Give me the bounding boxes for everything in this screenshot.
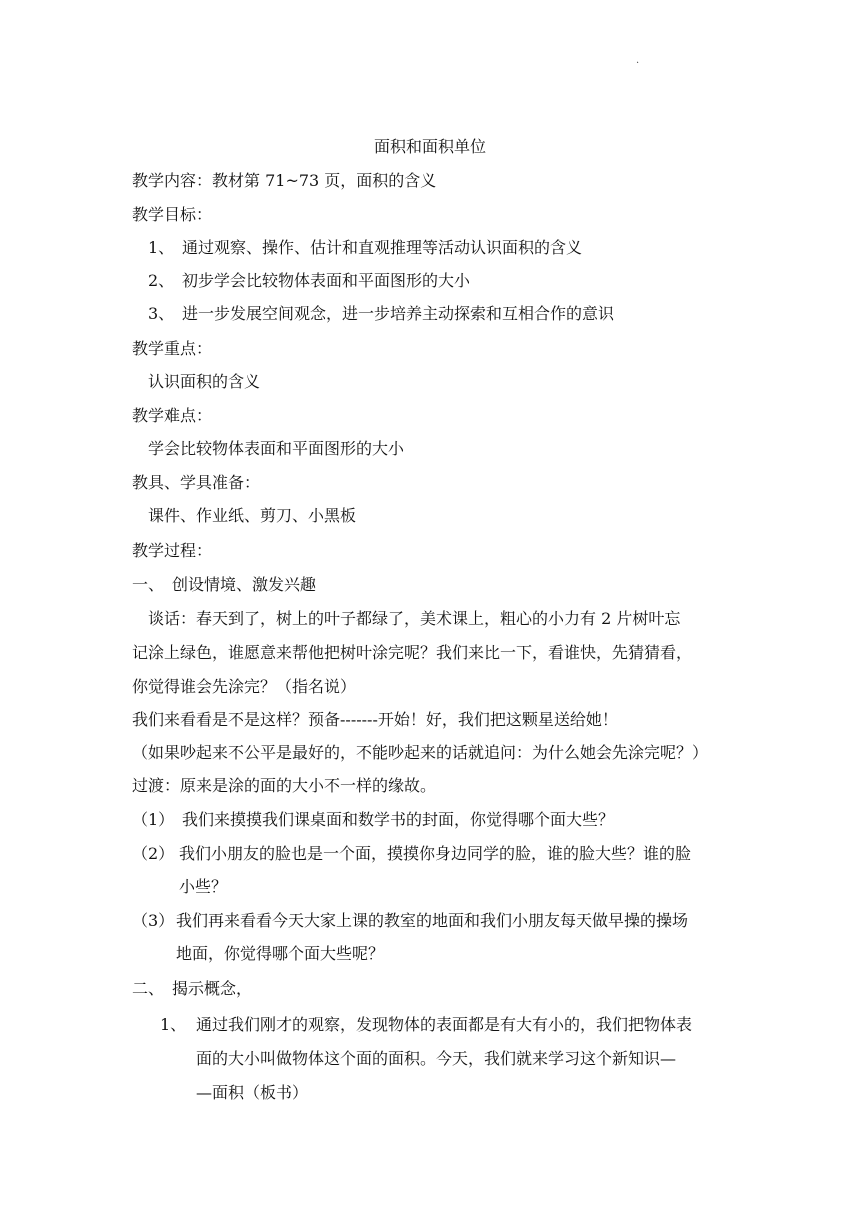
concept-item: [160, 1014, 692, 1036]
process-heading: 教学过程：: [132, 541, 213, 560]
section-number: 二、: [132, 979, 165, 998]
section-title: 创设情境、激发兴趣: [172, 575, 317, 594]
section-two-heading: [132, 978, 252, 1000]
tools-text: 课件、作业纸、剪刀、小黑板: [148, 506, 357, 525]
goal-number: 1、: [148, 238, 175, 257]
question-number: （3）: [132, 911, 175, 930]
tools-heading: 教具、学具准备：: [132, 473, 261, 492]
concept-text-continued: —面积（板书）: [196, 1083, 309, 1102]
focus-heading: 教学重点：: [132, 339, 213, 358]
concept-text: 通过我们刚才的观察，发现物体的表面都是有大有小的，我们把物体表: [196, 1015, 693, 1034]
goal-item: [148, 303, 614, 325]
question-text: 我们再来看看今天大家上课的教室的地面和我们小朋友每天做早操的操场: [176, 911, 689, 930]
question-item: [132, 843, 691, 865]
difficulty-text: 学会比较物体表面和平面图形的大小: [148, 439, 405, 458]
talk-line: 你觉得谁会先涂完？（指名说）: [132, 677, 357, 696]
goal-text: 初步学会比较物体表面和平面图形的大小: [182, 271, 471, 290]
teaching-content-line: 教学内容：教材第 71~73 页，面积的含义: [132, 171, 437, 190]
question-number: （1）: [132, 810, 175, 829]
goal-number: 2、: [148, 271, 175, 290]
talk-line: （如果吵起来不公平是最好的，不能吵起来的话就追问：为什么她会先涂完呢？）: [132, 743, 709, 762]
question-number: （2）: [132, 844, 175, 863]
section-number: 一、: [132, 575, 165, 594]
goal-text: 通过观察、操作、估计和直观推理等活动认识面积的含义: [182, 238, 583, 257]
goal-text: 进一步发展空间观念，进一步培养主动探索和互相合作的意识: [182, 304, 615, 323]
talk-line: 谈话：春天到了，树上的叶子都绿了，美术课上，粗心的小力有 2 片树叶忘: [148, 609, 681, 628]
question-item: [132, 910, 688, 932]
goals-heading: 教学目标：: [132, 205, 213, 224]
corner-mark: ·: [636, 58, 640, 69]
talk-line: 我们来看看是不是这样？预备-------开始！好，我们把这颗星送给她！: [132, 710, 618, 729]
talk-line: 记涂上绿色，谁愿意来帮他把树叶涂完呢？我们来比一下，看谁快，先猜猜看，: [132, 643, 693, 662]
difficulty-heading: 教学难点：: [132, 406, 213, 425]
goal-item: [148, 270, 470, 292]
section-one-heading: [132, 574, 316, 596]
concept-text-continued: 面的大小叫做物体这个面的面积。今天，我们就来学习这个新知识—: [196, 1049, 677, 1068]
question-text: 我们来摸摸我们课桌面和数学书的封面，你觉得哪个面大些？: [182, 810, 615, 829]
question-text-continued: 地面，你觉得哪个面大些呢？: [176, 944, 385, 963]
question-text: 我们小朋友的脸也是一个面，摸摸你身边同学的脸，谁的脸大些？谁的脸: [179, 844, 692, 863]
goal-number: 3、: [148, 304, 175, 323]
talk-line: 过渡：原来是涂的面的大小不一样的缘故。: [132, 776, 437, 795]
question-item: [132, 809, 614, 831]
focus-text: 认识面积的含义: [148, 372, 261, 391]
section-title: 揭示概念，: [172, 979, 253, 998]
document-title: 面积和面积单位: [373, 137, 486, 156]
goal-item: [148, 237, 582, 259]
concept-number: 1、: [160, 1015, 187, 1034]
question-text-continued: 小些？: [179, 877, 228, 896]
